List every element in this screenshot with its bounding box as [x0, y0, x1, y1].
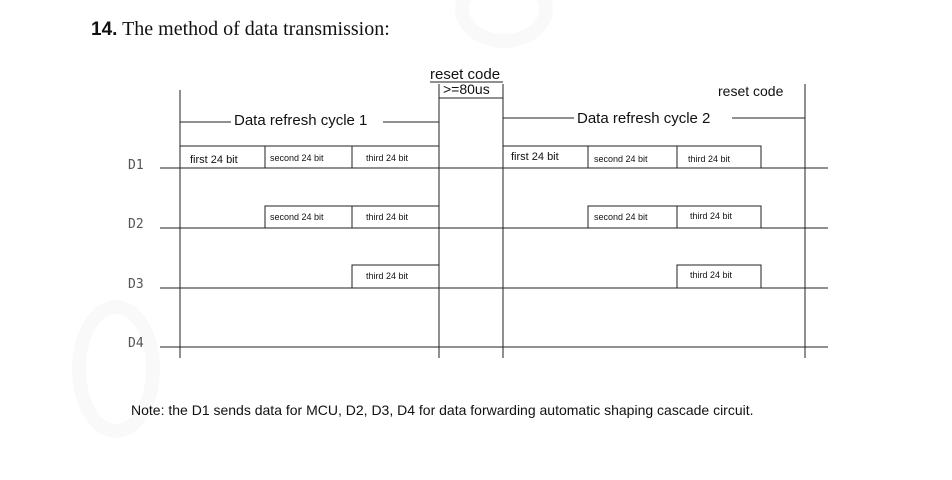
segment-label-d2-third-c1: third 24 bit: [366, 212, 409, 222]
lane-label-d2: D2: [128, 217, 144, 232]
footnote: Note: the D1 sends data for MCU, D2, D3, D4 for data forwarding automatic shaping cascade circuit.: [131, 402, 754, 418]
cycle1-label: Data refresh cycle 1: [234, 112, 368, 129]
segment-label-d1-third-c1: third 24 bit: [366, 153, 409, 163]
segment-label-d2-third-c2: third 24 bit: [690, 211, 733, 221]
lane-label-d3: D3: [128, 277, 144, 292]
segment-label-d1-first-c1: first 24 bit: [190, 154, 238, 166]
reset-code-right-label: reset code: [718, 83, 784, 99]
cycle2-label: Data refresh cycle 2: [577, 110, 711, 127]
segment-label-d1-second-c1: second 24 bit: [270, 153, 324, 163]
lane-label-d4: D4: [128, 336, 144, 351]
segment-label-d3-third-c1: third 24 bit: [366, 271, 409, 281]
heading-text: The method of data transmission:: [122, 18, 390, 40]
lane-label-d1: D1: [128, 158, 144, 173]
segment-label-d2-second-c2: second 24 bit: [594, 212, 648, 222]
segment-label-d3-third-c2: third 24 bit: [690, 270, 733, 280]
segment-label-d2-second-c1: second 24 bit: [270, 212, 324, 222]
segment-label-d1-second-c2: second 24 bit: [594, 154, 648, 164]
segment-label-d1-third-c2: third 24 bit: [688, 154, 731, 164]
reset-code-top-value: >=80us: [443, 81, 490, 97]
segment-label-d1-first-c2: first 24 bit: [511, 151, 559, 163]
reset-code-top-label: reset code: [430, 66, 501, 83]
heading-number: 14.: [91, 19, 118, 40]
